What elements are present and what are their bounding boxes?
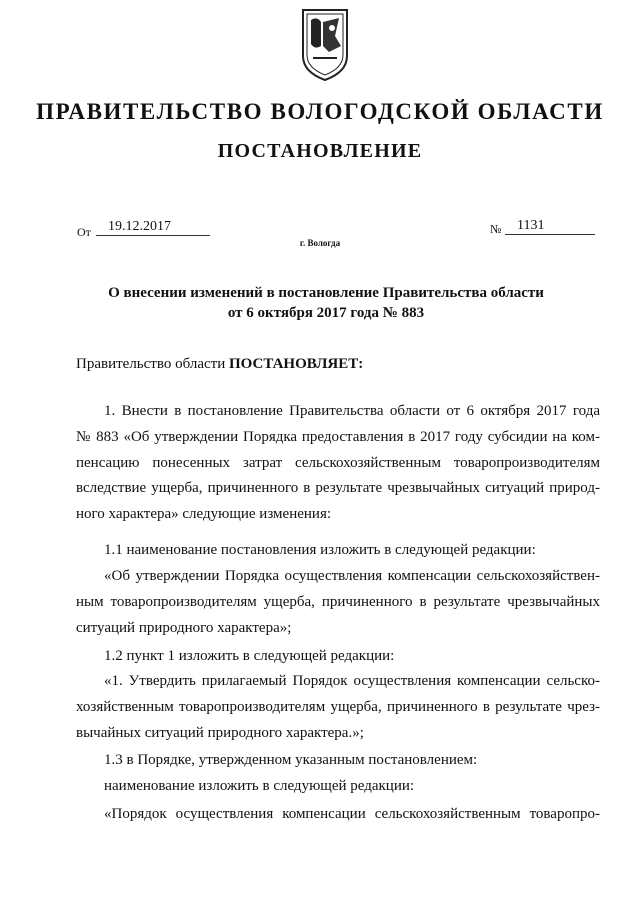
city-label: г. Вологда (299, 238, 341, 248)
paragraph-line: «1. Утвердить прилагаемый Порядок осуществления компенсации сельско- (104, 673, 600, 689)
date-label: От (77, 225, 91, 239)
paragraph-line: 1.1 наименование постановления изложить в следующей редакции: (104, 542, 536, 558)
paragraph-1-2 (76, 644, 600, 670)
paragraph-1-1 (76, 538, 600, 564)
paragraph-1-2-quote (76, 669, 600, 746)
paragraph-line: ного характера» следующие изменения: (76, 506, 332, 523)
paragraph-line: «Порядок осуществления компенсации сельскохозяйственным товаропро- (104, 805, 600, 822)
paragraph-line: пенсацию понесенных затрат сельскохозяйственным товаропроизводителям (76, 454, 600, 471)
paragraph-line: хозяйственным товаропроизводителям ущерба, причиненного в результате чрез- (76, 698, 600, 715)
preamble-text: Правительство области (76, 356, 229, 372)
government-title: ПРАВИТЕЛЬСТВО ВОЛОГОДСКОЙ ОБЛАСТИ (36, 99, 604, 124)
paragraph-line: «Об утверждении Порядка осуществления компенсации сельскохозяйствен- (104, 568, 600, 584)
number-label: № (490, 222, 502, 236)
document-subject (96, 283, 556, 323)
paragraph-line: 1. Внести в постановление Правительства области от 6 октября 2017 года (104, 403, 600, 419)
paragraph-line: вследствие ущерба, причиненного в результате чрезвычайных ситуаций природ- (76, 480, 600, 497)
paragraph-1 (76, 399, 600, 528)
subject-line-2: от 6 октября 2017 года № 883 (227, 305, 425, 321)
paragraph-line: ным товаропроизводителям ущерба, причиненного в результате чрезвычайных (76, 593, 600, 610)
paragraph-line: 1.3 в Порядке, утвержденном указанным постановлением: (104, 752, 478, 768)
paragraph-line: 1.2 пункт 1 изложить в следующей редакции: (104, 648, 395, 664)
document-number: 1131 (505, 218, 595, 235)
preamble (76, 356, 363, 373)
document-type-heading: ПОСТАНОВЛЕНИЕ (217, 140, 423, 162)
paragraph-1-1-quote (76, 564, 600, 641)
paragraph-line: вычайных ситуаций природного характера.»; (76, 724, 364, 741)
paragraph-line: наименование изложить в следующей редакции: (104, 777, 415, 794)
paragraph-line: ситуаций природного характера»; (76, 619, 292, 636)
paragraph-1-3 (76, 748, 600, 827)
paragraph-line: № 883 «Об утверждении Порядка предоставления в 2017 году субсидии на ком- (76, 428, 600, 445)
preamble-emphasis: ПОСТАНОВЛЯЕТ: (228, 356, 364, 372)
subject-line-1: О внесении изменений в постановление Правительства области (108, 285, 544, 301)
coat-of-arms-icon (299, 6, 351, 84)
document-date: 19.12.2017 (96, 219, 210, 236)
